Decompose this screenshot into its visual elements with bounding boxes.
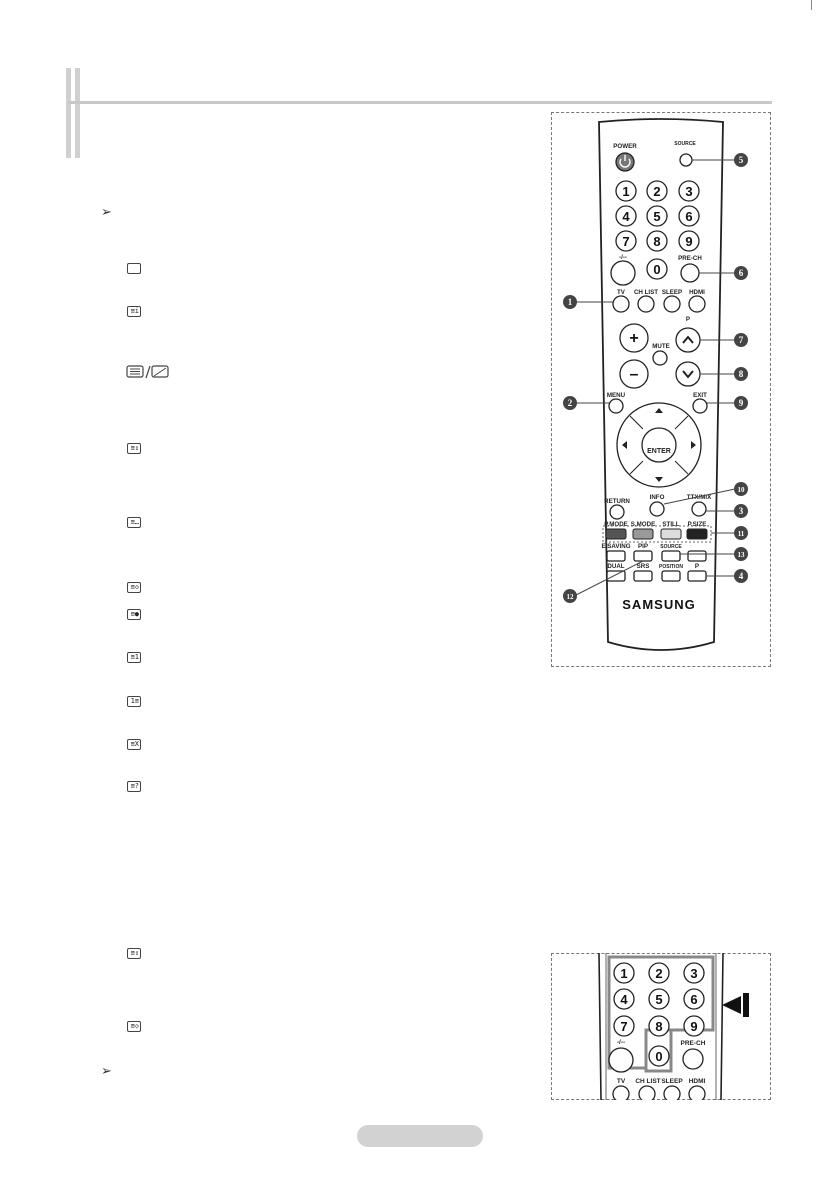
pre-ch-button <box>681 264 699 282</box>
still-label: STILL <box>662 521 680 528</box>
source-bottom-label: SOURCE <box>660 544 682 550</box>
enter-button <box>642 428 676 462</box>
hdmi-button <box>689 296 705 312</box>
number-keys-illustration <box>551 953 771 1100</box>
ch-list-button <box>638 296 654 312</box>
svg-text:3: 3 <box>685 184 693 199</box>
svg-text:6: 6 <box>690 992 698 1007</box>
p-mode-button <box>606 529 626 539</box>
teletext-index-icon: ≡… <box>127 517 141 528</box>
ch-list-label: CH LIST <box>633 289 659 296</box>
menu-label: MENU <box>606 392 626 399</box>
p-label: P <box>685 316 691 323</box>
header-rule <box>68 101 772 104</box>
svg-text:0: 0 <box>655 1049 663 1064</box>
pointer-arrow-icon <box>722 996 741 1014</box>
p-bottom-label: P <box>694 563 700 570</box>
teletext-mix-icon <box>126 364 176 378</box>
svg-text:1: 1 <box>620 966 628 981</box>
ttx-mix-button <box>692 502 706 516</box>
s-mode-label: S.MODE <box>630 521 656 528</box>
svg-text:2: 2 <box>655 966 663 981</box>
teletext-size-icon: ≡⇕ <box>127 443 141 454</box>
dual-label: DUAL <box>607 563 625 570</box>
svg-text:3: 3 <box>690 966 698 981</box>
dash-button <box>611 261 635 285</box>
teletext-subpage-icon: ≡⇕ <box>127 948 141 959</box>
return-button <box>610 505 624 519</box>
tv-icon <box>127 263 141 274</box>
teletext-reveal-question-icon: ≡? <box>127 781 141 792</box>
enter-label: ENTER <box>647 448 671 455</box>
svg-text:-/--: -/-- <box>616 1039 626 1046</box>
info-label: INFO <box>649 494 665 501</box>
note-arrow-icon: ➢ <box>101 1064 112 1079</box>
svg-text:4: 4 <box>622 209 630 224</box>
svg-text:1: 1 <box>567 297 573 307</box>
mute-label: MUTE <box>652 343 670 350</box>
source-button <box>680 154 692 166</box>
exit-label: EXIT <box>693 392 707 399</box>
tv-button <box>613 296 629 312</box>
svg-text:7: 7 <box>620 1019 628 1034</box>
teletext-page-up-icon: ≡1 <box>127 652 141 663</box>
header-accent-bar <box>75 68 80 158</box>
svg-text:10: 10 <box>737 486 745 494</box>
svg-text:–: – <box>629 366 639 383</box>
svg-text:2: 2 <box>653 184 661 199</box>
source-label: SOURCE <box>674 141 696 147</box>
mute-button <box>653 351 667 365</box>
svg-text:HDMI: HDMI <box>688 1078 706 1085</box>
svg-text:5: 5 <box>655 992 663 1007</box>
note-arrow-icon: ➢ <box>101 205 112 220</box>
pre-ch-label: PRE-CH <box>678 255 702 262</box>
svg-text:2: 2 <box>567 398 573 408</box>
tv-label: TV <box>617 289 625 296</box>
svg-text:+: + <box>629 330 639 347</box>
teletext-cancel-icon: ≡X <box>127 739 141 750</box>
teletext-page-down-icon: 1≡ <box>127 696 141 707</box>
menu-button <box>609 399 623 413</box>
svg-text:9: 9 <box>738 398 744 408</box>
ttx-mix-label: TTX/MIX <box>686 494 712 501</box>
svg-text:TV: TV <box>616 1078 626 1085</box>
svg-text:5: 5 <box>738 155 744 165</box>
svg-text:6: 6 <box>685 209 693 224</box>
svg-text:4: 4 <box>620 992 628 1007</box>
position-label: POSITION <box>659 564 683 570</box>
dash-label: -/-- <box>619 254 627 261</box>
svg-text:9: 9 <box>690 1019 698 1034</box>
svg-text:8: 8 <box>655 1019 663 1034</box>
e-saving-label: E.SAVING <box>601 543 631 550</box>
s-mode-button <box>633 529 653 539</box>
svg-text:12: 12 <box>566 593 574 601</box>
svg-text:CH LIST: CH LIST <box>635 1078 661 1085</box>
svg-text:5: 5 <box>653 209 661 224</box>
svg-text:4: 4 <box>738 571 744 581</box>
channel-down-button <box>676 362 700 386</box>
srs-label: SRS <box>636 563 650 570</box>
svg-text:8: 8 <box>653 234 661 249</box>
teletext-hold-icon: ≡● <box>127 609 141 620</box>
still-button <box>661 529 681 539</box>
pip-label: PIP <box>638 543 648 550</box>
svg-text:1: 1 <box>622 184 630 199</box>
page-number-pill <box>357 1125 483 1147</box>
remote-control-illustration <box>551 112 771 667</box>
sleep-button <box>664 296 680 312</box>
svg-text:7: 7 <box>738 335 744 345</box>
sleep-label: SLEEP <box>661 289 683 296</box>
svg-text:11: 11 <box>737 530 745 538</box>
svg-text:0: 0 <box>653 262 661 277</box>
p-size-label: P.SIZE <box>687 521 707 528</box>
svg-text:9: 9 <box>685 234 693 249</box>
svg-text:PRE-CH: PRE-CH <box>680 1040 706 1047</box>
power-label: POWER <box>613 143 637 150</box>
svg-text:7: 7 <box>622 234 630 249</box>
return-label: RETURN <box>604 498 630 505</box>
svg-text:SLEEP: SLEEP <box>661 1078 683 1085</box>
svg-text:3: 3 <box>738 506 744 516</box>
brand-logo: SAMSUNG <box>622 597 696 612</box>
hdmi-label: HDMI <box>689 289 705 296</box>
svg-text:6: 6 <box>738 268 744 278</box>
page-edge-mark <box>811 0 812 10</box>
info-button <box>650 502 664 516</box>
header-accent-bar <box>66 68 71 158</box>
channel-up-button <box>676 328 700 352</box>
teletext-store-icon: ≡◇ <box>127 1021 141 1032</box>
p-size-button <box>687 529 707 539</box>
teletext-reveal-icon: ≡◇ <box>127 582 141 593</box>
svg-text:13: 13 <box>737 551 745 559</box>
svg-text:8: 8 <box>738 369 744 379</box>
p-mode-label: P.MODE <box>604 521 628 528</box>
exit-button <box>693 399 707 413</box>
teletext-on-icon: ≡i <box>127 306 141 317</box>
